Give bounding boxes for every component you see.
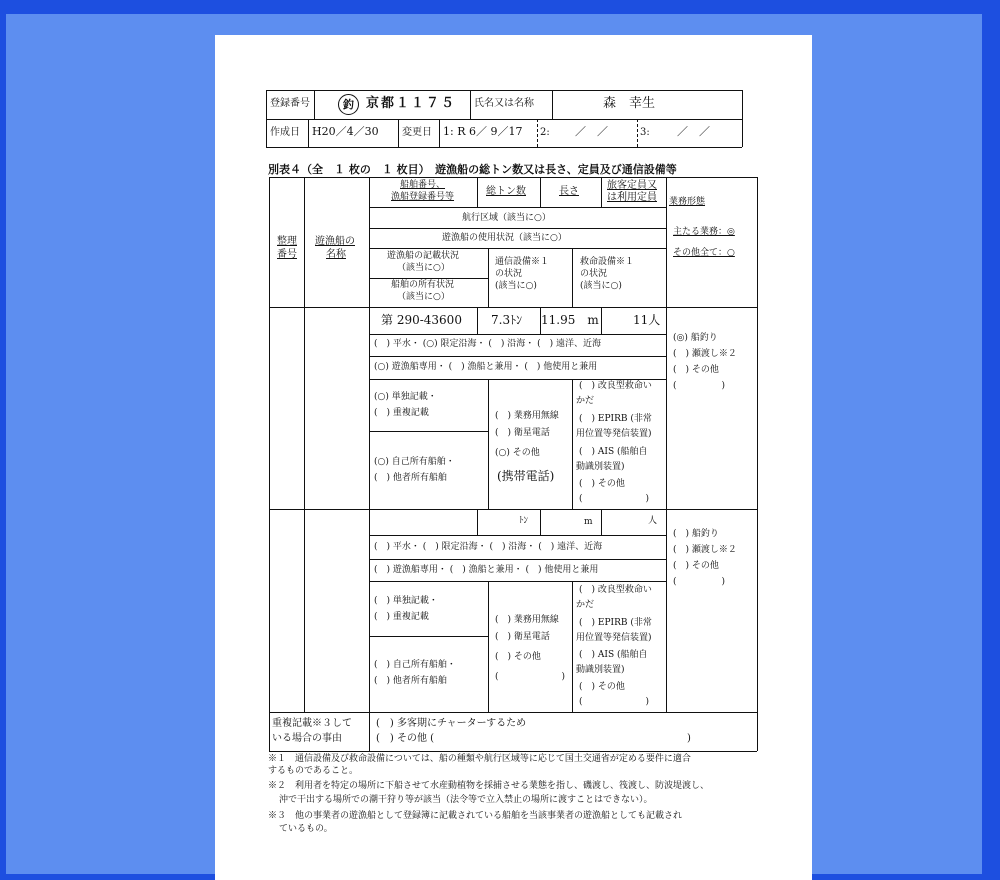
vessel-2-area: ( ) 平水・ ( ) 限定沿海・ ( ) 沿海・ ( ) 遠洋、近海 xyxy=(374,542,603,552)
capacity-header-1: 旅客定員又 xyxy=(607,180,657,191)
note-3-line-2: ているもの。 xyxy=(279,824,333,834)
vessel-2-rescue-ais-2: 動識別装置) xyxy=(576,665,625,675)
vessel-1-rescue-epirb: ( ) EPIRB (非常 xyxy=(579,414,652,424)
note-3-line-1: ※３ 他の事業者の遊漁船として登録簿に記載されている船舶を当該事業者の遊漁船としても記載され xyxy=(268,811,683,821)
vessel-1-biz-other: ( ) その他 xyxy=(673,365,719,375)
record-status-header-1: 遊漁船の記載状況 xyxy=(387,251,460,261)
reg-no-value: 京都１１７５ xyxy=(366,96,457,111)
charter-option-peak: ( ) 多客期にチャーターするため xyxy=(376,718,527,729)
owner-status-header-1: 船舶の所有状況 xyxy=(391,280,455,290)
vessel-2-record-single: ( ) 単独記載・ xyxy=(374,596,438,606)
vessel-2-biz-other-detail: ( ) xyxy=(673,577,726,587)
change-3-number: 3: xyxy=(640,127,650,138)
business-type-header: 業務形態 xyxy=(669,197,706,207)
vessel-1-owner-own: (○) 自己所有船舶・ xyxy=(374,457,455,467)
change-1-value: 1: R 6／ 9／17 xyxy=(443,125,523,138)
charter-label-1: 重複記載※３して xyxy=(272,718,352,729)
service-area-header: 航行区域（該当に○） xyxy=(462,213,551,223)
vessel-1-rescue-raft: ( ) 改良型救命い xyxy=(579,381,652,391)
vessel-1-rescue-other: ( ) その他 xyxy=(579,479,625,489)
comm-header-3: (該当に○) xyxy=(495,281,537,291)
name-label: 氏名又は名称 xyxy=(474,98,534,109)
vessel-2-rescue-epirb: ( ) EPIRB (非常 xyxy=(579,618,652,628)
vessel-2-owner-other: ( ) 他者所有船舶 xyxy=(374,676,447,686)
vessel-2-rescue-other: ( ) その他 xyxy=(579,682,625,692)
vessel-2-tonnage-unit: ﾄﾝ xyxy=(519,516,529,526)
fishing-badge: 釣 xyxy=(338,94,359,115)
charter-option-other-close: ) xyxy=(687,733,691,744)
vessel-2-rescue-epirb-2: 用位置等発信装置) xyxy=(576,633,652,643)
created-value: H20／4／30 xyxy=(312,125,379,138)
vessel-2-owner-own: ( ) 自己所有船舶・ xyxy=(374,660,456,670)
tonnage-header: 総トン数 xyxy=(486,186,526,197)
vessel-1-tonnage: 7.3ﾄﾝ xyxy=(491,313,523,327)
vessel-2-length-unit: m xyxy=(584,517,593,527)
vessel-1-capacity: 11人 xyxy=(633,313,661,327)
vessel-2-comm-radio: ( ) 業務用無線 xyxy=(495,615,559,625)
note-1-line-2: するものであること。 xyxy=(268,766,359,776)
owner-status-header-2: （該当に○） xyxy=(397,292,450,302)
vessel-2-biz-ferry: ( ) 瀬渡し※２ xyxy=(673,545,737,555)
note-1-line-1: ※１ 通信設備及び救命設備については、船の種類や航行区域等に応じて国土交通省が定める要件に適合 xyxy=(268,754,691,764)
capacity-header-2: は利用定員 xyxy=(607,192,657,203)
note-2-line-2: 沖で干出する場所での潮干狩り等が該当（法令等で立入禁止の場所に渡すことはできない）。 xyxy=(279,795,653,805)
viewer-background xyxy=(6,14,982,874)
length-header: 長さ xyxy=(559,186,579,197)
rescue-header-1: 救命設備※１ xyxy=(580,257,635,267)
boat-name-header-1: 遊漁船の xyxy=(315,236,355,247)
vessel-1-usage: (○) 遊漁船専用・ ( ) 漁船と兼用・ ( ) 他使用と兼用 xyxy=(374,362,598,372)
vessel-1-rescue-other-detail: ( ) xyxy=(579,494,650,504)
document-page xyxy=(215,35,812,880)
vessel-1-comm-other: (○) その他 xyxy=(495,448,540,458)
vessel-2-comm-other: ( ) その他 xyxy=(495,652,541,662)
vessel-1-comm-radio: ( ) 業務用無線 xyxy=(495,411,559,421)
name-value: 森 幸生 xyxy=(603,96,656,111)
vessel-2-rescue-ais: ( ) AIS (船舶自 xyxy=(579,650,648,660)
change-2-value: ／ ／ xyxy=(575,125,608,138)
main-business-note: 主たる業務：◎ xyxy=(673,227,735,237)
change-3-value: ／ ／ xyxy=(677,125,710,138)
ship-no-header-2: 漁船登録番号等 xyxy=(391,192,455,202)
comm-header-2: の状況 xyxy=(495,269,523,279)
changed-label: 変更日 xyxy=(402,127,432,138)
vessel-1-biz-ferry: ( ) 瀬渡し※２ xyxy=(673,349,737,359)
created-label: 作成日 xyxy=(270,127,300,138)
reg-no-label: 登録番号 xyxy=(270,98,310,109)
vessel-2-comm-satellite: ( ) 衛星電話 xyxy=(495,632,550,642)
vessel-1-comm-mobile: (携帯電話) xyxy=(497,469,555,483)
vessel-2-rescue-other-detail: ( ) xyxy=(579,697,650,707)
ship-no-header-1: 船舶番号、 xyxy=(400,180,446,190)
vessel-1-comm-satellite: ( ) 衛星電話 xyxy=(495,428,550,438)
other-business-note: その他全て：○ xyxy=(673,248,735,258)
vessel-2-comm-other-detail: ( ) xyxy=(495,672,566,682)
vessel-2-rescue-raft-2: かだ xyxy=(576,600,595,610)
vessel-1-biz-other-detail: ( ) xyxy=(673,381,726,391)
vessel-2-record-dup: ( ) 重複記載 xyxy=(374,612,429,622)
vessel-1-biz-fishing: (◎) 船釣り xyxy=(673,333,718,343)
vessel-1-owner-other: ( ) 他者所有船舶 xyxy=(374,473,447,483)
vessel-1-rescue-epirb-2: 用位置等発信装置) xyxy=(576,429,652,439)
record-status-header-2: （該当に○） xyxy=(397,263,450,273)
vessel-1-rescue-raft-2: かだ xyxy=(576,396,595,406)
seiri-header-2: 番号 xyxy=(277,249,297,260)
rescue-header-2: の状況 xyxy=(580,269,608,279)
vessel-1-record-single: (○) 単独記載・ xyxy=(374,392,437,402)
comm-header-1: 通信設備※１ xyxy=(495,257,550,267)
vessel-1-rescue-ais: ( ) AIS (船舶自 xyxy=(579,447,648,457)
charter-option-other: ( ) その他 ( xyxy=(376,733,435,744)
usage-header: 遊漁船の使用状況（該当に○） xyxy=(442,233,567,243)
note-2-line-1: ※２ 利用者を特定の場所に下船させて水産動植物を採捕させる業態を指し、磯渡し、筏渡し、防波堤渡し、 xyxy=(268,781,710,791)
seiri-header-1: 整理 xyxy=(277,236,297,247)
vessel-1-record-dup: ( ) 重複記載 xyxy=(374,408,429,418)
vessel-2-biz-other: ( ) その他 xyxy=(673,561,719,571)
vessel-2-capacity-unit: 人 xyxy=(648,516,658,526)
change-2-number: 2: xyxy=(540,127,550,138)
vessel-2-biz-fishing: ( ) 船釣り xyxy=(673,529,719,539)
vessel-1-length: 11.95 m xyxy=(541,313,599,327)
charter-label-2: いる場合の事由 xyxy=(272,733,342,744)
vessel-2-usage: ( ) 遊漁船専用・ ( ) 漁船と兼用・ ( ) 他使用と兼用 xyxy=(374,565,599,575)
vessel-1-rescue-ais-2: 動識別装置) xyxy=(576,462,625,472)
vessel-2-rescue-raft: ( ) 改良型救命い xyxy=(579,585,652,595)
vessel-1-area: ( ) 平水・ (○) 限定沿海・ ( ) 沿海・ ( ) 遠洋、近海 xyxy=(374,339,601,349)
rescue-header-3: (該当に○) xyxy=(580,281,622,291)
boat-name-header-2: 名称 xyxy=(326,249,346,260)
table-title: 別表４（全 １ 枚の １ 枚目） 遊漁船の総トン数又は長さ、定員及び通信設備等 xyxy=(268,163,677,176)
vessel-1-ship-no: 第 290-43600 xyxy=(381,313,462,327)
